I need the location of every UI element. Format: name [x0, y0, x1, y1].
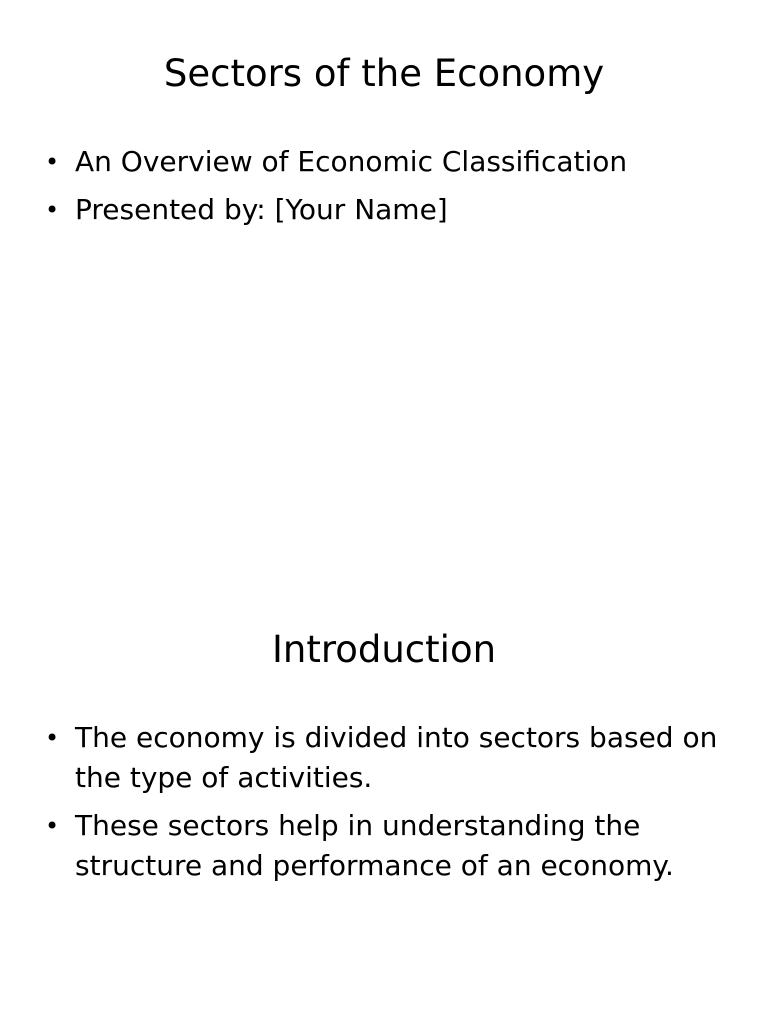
bullet-icon: •: [45, 812, 60, 840]
bullet-list: [45, 718, 725, 894]
slide-title: Sectors of the Economy: [163, 52, 605, 95]
bullet-list: [45, 142, 725, 238]
slide-title: Introduction: [271, 628, 497, 671]
bullet-item: [45, 806, 725, 886]
bullet-icon: •: [45, 196, 60, 224]
bullet-item: [45, 718, 725, 798]
bullet-text: Presented by: [Your Name]: [75, 193, 448, 226]
bullet-icon: •: [45, 724, 60, 752]
slide-2: [0, 576, 768, 1024]
bullet-item: [45, 142, 725, 182]
bullet-icon: •: [45, 148, 60, 176]
bullet-text: These sectors help in understanding the structure and performance of an economy.: [75, 809, 674, 882]
bullet-text: An Overview of Economic Classification: [75, 145, 628, 178]
bullet-item: [45, 190, 725, 230]
bullet-text: The economy is divided into sectors based on the type of activities.: [75, 721, 718, 794]
